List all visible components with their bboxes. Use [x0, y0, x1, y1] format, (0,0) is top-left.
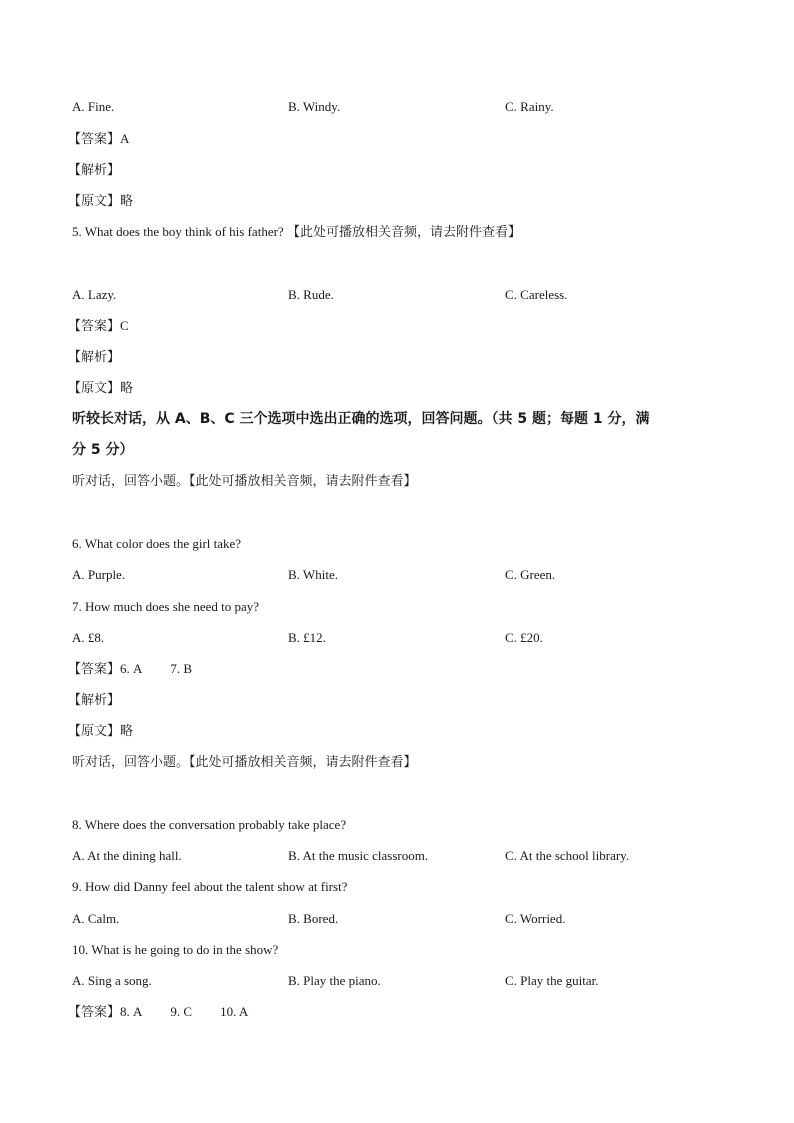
q7-option-b: B. £12.: [288, 630, 326, 645]
dialog1-intro[interactable]: 听对话，回答小题。【此处可播放相关音频，请去附件查看】: [72, 474, 417, 489]
q6-option-b: B. White.: [288, 567, 338, 582]
q4-answer: [68, 130, 129, 149]
q6-options: [72, 566, 722, 584]
answer-tag: 【答案】: [68, 662, 121, 677]
q7-option-a: A. £8.: [72, 630, 105, 645]
q5-analysis: [68, 348, 120, 367]
analysis-tag: 【解析】: [68, 163, 121, 178]
q10-option-a: A. Sing a song.: [72, 973, 152, 988]
q6-question: 6. What color does the girl take?: [72, 536, 242, 551]
original-tag: 【原文】: [68, 194, 121, 209]
q5-option-c: C. Careless.: [505, 287, 568, 302]
q5-option-b: B. Rude.: [288, 287, 334, 302]
q6-option-c: C. Green.: [505, 567, 556, 582]
q4-original: [68, 192, 133, 211]
original-value: 略: [120, 381, 134, 396]
answer-value: 7. B: [170, 661, 193, 676]
q8-option-a: A. At the dining hall.: [72, 848, 182, 863]
original-value: 略: [120, 724, 134, 739]
q4-options: [72, 98, 722, 116]
q4-analysis: [68, 161, 120, 180]
answer-value: C: [120, 318, 129, 333]
q5-options: [72, 286, 722, 304]
q7-option-c: C. £20.: [505, 630, 543, 645]
answer-tag: 【答案】: [68, 1005, 121, 1020]
q8-option-c: C. At the school library.: [505, 848, 630, 863]
q4-option-a: A. Fine.: [72, 99, 115, 114]
answer-tag: 【答案】: [68, 319, 121, 334]
q9-option-b: B. Bored.: [288, 911, 339, 926]
q5-question: [72, 223, 521, 242]
original-value: 略: [120, 194, 134, 209]
audio-note[interactable]: 【此处可播放相关音频，请去附件查看】: [286, 225, 521, 240]
dialog1-original: [68, 722, 133, 741]
q7-options: [72, 629, 722, 647]
dialog2-intro[interactable]: 听对话，回答小题。【此处可播放相关音频，请去附件查看】: [72, 755, 417, 770]
answer-value: 6. A: [120, 661, 143, 676]
analysis-tag: 【解析】: [68, 350, 121, 365]
q4-option-b: B. Windy.: [288, 99, 341, 114]
q6-option-a: A. Purple.: [72, 567, 126, 582]
q9-options: [72, 910, 722, 928]
answer-value: 10. A: [220, 1004, 249, 1019]
answer-value: 8. A: [120, 1004, 143, 1019]
analysis-tag: 【解析】: [68, 693, 121, 708]
original-tag: 【原文】: [68, 381, 121, 396]
q9-option-c: C. Worried.: [505, 911, 566, 926]
original-tag: 【原文】: [68, 724, 121, 739]
q10-question: 10. What is he going to do in the show?: [72, 942, 279, 957]
dialog1-answer: [68, 660, 192, 679]
answer-value: 9. C: [170, 1004, 193, 1019]
q10-option-b: B. Play the piano.: [288, 973, 381, 988]
q7-question: 7. How much does she need to pay?: [72, 599, 260, 614]
q5-option-a: A. Lazy.: [72, 287, 117, 302]
q10-options: [72, 972, 722, 990]
q9-option-a: A. Calm.: [72, 911, 120, 926]
q8-options: [72, 847, 722, 865]
q8-option-b: B. At the music classroom.: [288, 848, 429, 863]
q10-option-c: C. Play the guitar.: [505, 973, 599, 988]
q4-option-c: C. Rainy.: [505, 99, 554, 114]
dialog1-analysis: [68, 691, 120, 710]
section-instruction-line1: 听较长对话，从 A、B、C 三个选项中选出正确的选项，回答问题。（共 5 题；每题 1 分，满: [72, 411, 650, 427]
q8-question: 8. Where does the conversation probably take place?: [72, 817, 347, 832]
section-instruction-line2: 分 5 分）: [72, 442, 134, 458]
answer-tag: 【答案】: [68, 132, 121, 147]
question-text: 5. What does the boy think of his father?: [72, 224, 284, 239]
dialog2-answer: [68, 1003, 248, 1022]
q5-answer: [68, 317, 129, 336]
answer-value: A: [120, 131, 130, 146]
q5-original: [68, 379, 133, 398]
q9-question: 9. How did Danny feel about the talent show at first?: [72, 879, 348, 894]
